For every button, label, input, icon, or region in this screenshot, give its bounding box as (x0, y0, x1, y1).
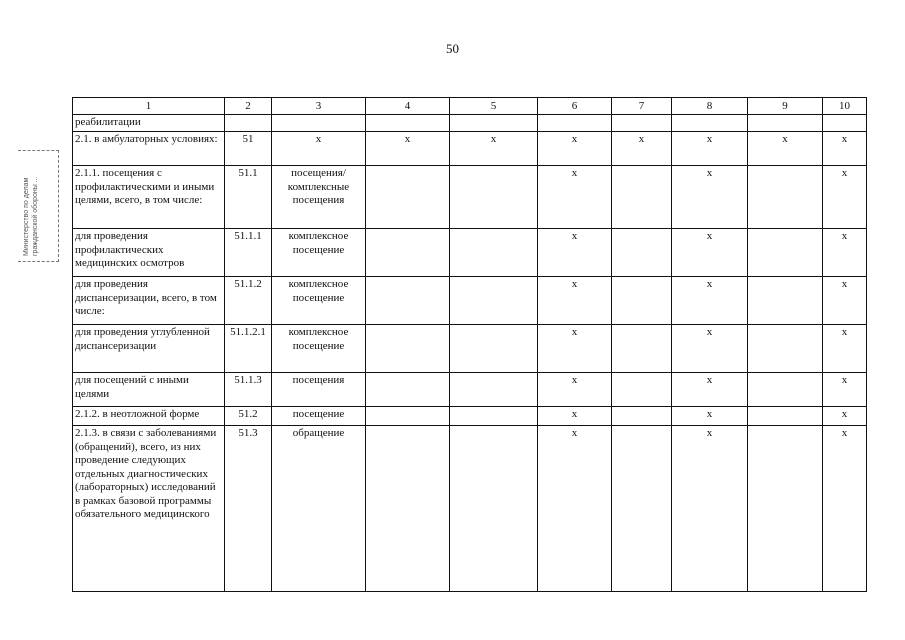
table-cell (823, 115, 867, 132)
table-row (73, 426, 867, 592)
table-cell: х (538, 132, 612, 166)
table-cell: х (672, 407, 748, 426)
table-cell: посещение (272, 407, 366, 426)
table-cell: х (823, 407, 867, 426)
table-cell (450, 325, 538, 373)
table-row (73, 277, 867, 325)
table-cell: посещения (272, 373, 366, 407)
header-cell: 10 (823, 98, 867, 115)
table-cell (450, 115, 538, 132)
table-cell: х (823, 132, 867, 166)
table-cell (366, 325, 450, 373)
row-label-cell: реабилитации (73, 115, 225, 132)
table-cell: х (672, 229, 748, 277)
table-cell: посещения/ комплексные посещения (272, 166, 366, 229)
table-cell: х (672, 426, 748, 592)
table-cell (748, 373, 823, 407)
side-stamp (18, 150, 60, 262)
table-cell: х (823, 166, 867, 229)
table-cell: х (672, 166, 748, 229)
table-cell: х (538, 229, 612, 277)
row-label-cell: 2.1.3. в связи с заболеваниями (обращений), всего, из них проведение следующих отдельных диагностических (лабораторных) исследований в рамках базовой программы обязательного медицинского (73, 426, 225, 592)
header-cell: 2 (225, 98, 272, 115)
row-label-cell: для проведения профилактических медицинских осмотров (73, 229, 225, 277)
table-row (73, 373, 867, 407)
stamp-text (22, 146, 40, 256)
table-cell (748, 407, 823, 426)
table-cell: комплексное посещение (272, 277, 366, 325)
table-cell: х (823, 229, 867, 277)
table-cell: х (823, 426, 867, 592)
header-cell: 4 (366, 98, 450, 115)
stamp-line-2: гражданской обороны ... (32, 176, 39, 256)
table-cell (672, 115, 748, 132)
row-label-cell: 2.1. в амбулаторных условиях: (73, 132, 225, 166)
table-cell: х (823, 325, 867, 373)
table-cell (272, 115, 366, 132)
data-table (72, 97, 867, 592)
table-cell: х (272, 132, 366, 166)
table-cell: х (366, 132, 450, 166)
table-cell (366, 426, 450, 592)
table-cell: х (672, 373, 748, 407)
table-cell (366, 166, 450, 229)
table-cell: 51.1 (225, 166, 272, 229)
table-cell (748, 325, 823, 373)
table-cell (366, 229, 450, 277)
table-cell: 51.1.2 (225, 277, 272, 325)
table-cell: 51.1.3 (225, 373, 272, 407)
table-cell: х (538, 426, 612, 592)
row-label-cell: 2.1.2. в неотложной форме (73, 407, 225, 426)
table-cell (612, 115, 672, 132)
header-cell: 7 (612, 98, 672, 115)
table-cell: х (612, 132, 672, 166)
table-cell (612, 407, 672, 426)
table-cell (450, 373, 538, 407)
table-row (73, 407, 867, 426)
table-cell: х (672, 325, 748, 373)
table-cell: 51.2 (225, 407, 272, 426)
table-cell (450, 277, 538, 325)
table-cell (748, 426, 823, 592)
table-cell (366, 277, 450, 325)
table-row (73, 166, 867, 229)
table-cell: обращение (272, 426, 366, 592)
table-cell (612, 426, 672, 592)
table-row (73, 115, 867, 132)
table-cell (450, 166, 538, 229)
table-cell: х (450, 132, 538, 166)
row-label-cell: для посещений с иными целями (73, 373, 225, 407)
row-label-cell: для проведения углубленной диспансеризации (73, 325, 225, 373)
table-cell (366, 407, 450, 426)
table-cell: комплексное посещение (272, 229, 366, 277)
table-cell: х (748, 132, 823, 166)
table-cell: х (538, 166, 612, 229)
table-cell (366, 115, 450, 132)
table-cell (612, 373, 672, 407)
row-label-cell: для проведения диспансеризации, всего, в том числе: (73, 277, 225, 325)
table-cell (450, 407, 538, 426)
table-cell: х (538, 325, 612, 373)
header-cell: 1 (73, 98, 225, 115)
table-cell: 51.3 (225, 426, 272, 592)
table-cell: х (538, 407, 612, 426)
table-cell: х (538, 277, 612, 325)
table-cell: 51.1.1 (225, 229, 272, 277)
table-cell: х (823, 373, 867, 407)
table-row (73, 325, 867, 373)
header-cell: 9 (748, 98, 823, 115)
header-cell: 8 (672, 98, 748, 115)
header-cell: 5 (450, 98, 538, 115)
table-cell: х (823, 277, 867, 325)
table-cell (225, 115, 272, 132)
table-cell: 51.1.2.1 (225, 325, 272, 373)
header-row (73, 98, 867, 115)
table-cell (748, 229, 823, 277)
row-label-cell: 2.1.1. посещения с профилактическими и иными целями, всего, в том числе: (73, 166, 225, 229)
table-cell (450, 426, 538, 592)
table-row (73, 132, 867, 166)
table-cell (450, 229, 538, 277)
page-number: 50 (446, 41, 459, 56)
table-cell (748, 277, 823, 325)
header-cell: 3 (272, 98, 366, 115)
stamp-line-1: Министерство по делам (23, 177, 30, 256)
table-cell (612, 277, 672, 325)
table-cell: х (538, 373, 612, 407)
table-cell: комплексное посещение (272, 325, 366, 373)
header-cell: 6 (538, 98, 612, 115)
table-row (73, 229, 867, 277)
table-cell: х (672, 277, 748, 325)
table-cell (612, 166, 672, 229)
table-cell (366, 373, 450, 407)
table-cell: х (672, 132, 748, 166)
table-cell (538, 115, 612, 132)
table-cell (748, 115, 823, 132)
table-cell (612, 325, 672, 373)
table-cell: 51 (225, 132, 272, 166)
table-cell (612, 229, 672, 277)
table-cell (748, 166, 823, 229)
